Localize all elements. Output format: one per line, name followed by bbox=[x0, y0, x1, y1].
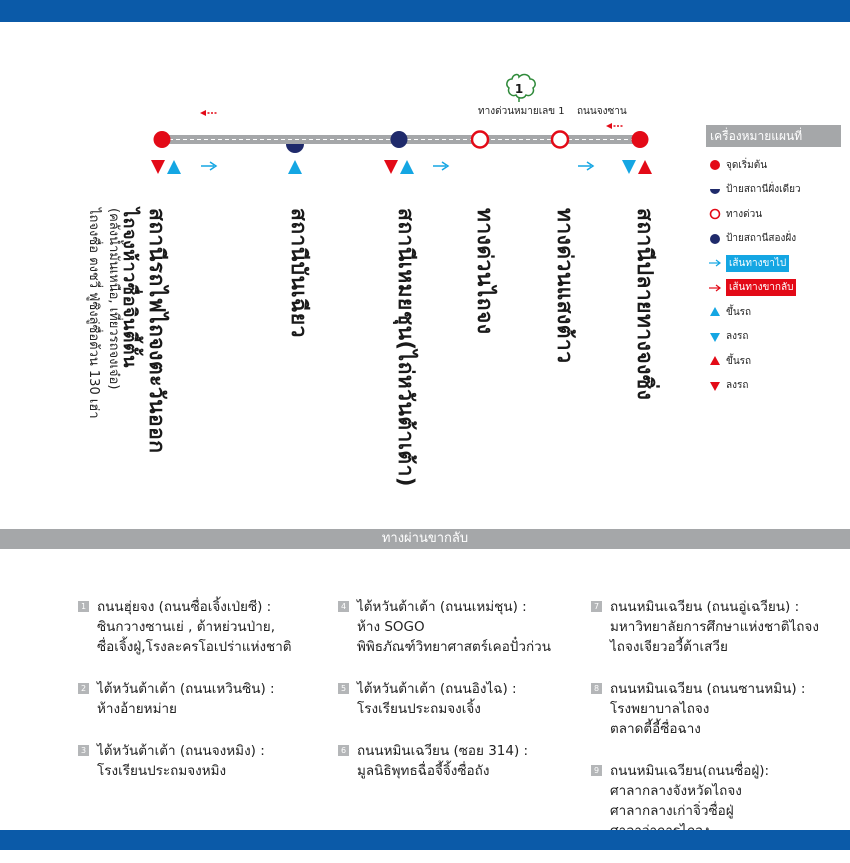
start-stop-icon bbox=[706, 159, 724, 171]
one-side-stop-icon bbox=[286, 144, 304, 153]
item-number: 4 bbox=[338, 601, 349, 612]
item-line: ซินกวางซานเย่ , ต้าหย่วนป่าย, bbox=[97, 619, 276, 635]
item-line: ไต้หวันต้าเต้า (ถนนอิงไฉ) : bbox=[357, 681, 517, 697]
item-line: ไต้หวันต้าเต้า (ถนนเหม่ชุน) : bbox=[357, 599, 527, 615]
item-line: ถนนหมินเฉวียน (ถนนอู่เฉวียน) : bbox=[610, 599, 800, 615]
two-side-stop-icon bbox=[706, 233, 724, 245]
item-line: ไต้หวันต้าเต้า (ถนนจงหมิง) : bbox=[97, 743, 265, 759]
legend-title: เครื่องหมายแผนที่ bbox=[706, 125, 841, 147]
item-line: ถนนฮุ่ยจง (ถนนซื่อเจิ้งเป่ยซี) : bbox=[97, 599, 272, 615]
alight-down-red-icon bbox=[151, 160, 165, 174]
alight-down-red-icon bbox=[384, 160, 398, 174]
board-up-blue-icon bbox=[706, 306, 724, 318]
legend-item bbox=[706, 178, 841, 203]
stop-name: สถานีปลายทางจงซิ่ง bbox=[633, 208, 657, 401]
legend-item bbox=[706, 374, 841, 399]
item-number: 9 bbox=[591, 765, 602, 776]
item-number: 1 bbox=[78, 601, 89, 612]
item-number: 2 bbox=[78, 683, 89, 694]
legend-label: เส้นทางขาไป bbox=[726, 255, 789, 272]
item-line: ถนนหมินเฉวียน (ซอย 314) : bbox=[357, 743, 529, 759]
list-item bbox=[78, 679, 333, 719]
item-line: ห้างอ้ายหม่าย bbox=[97, 701, 177, 717]
legend-item bbox=[706, 276, 841, 301]
terminal-note: (คลังน้ำมันเหนือ, เที่ยวรถจงเจ๋อ) bbox=[106, 208, 121, 390]
legend-item bbox=[706, 349, 841, 374]
map-legend bbox=[706, 125, 841, 398]
item-line: ไถจงเจียวอวี้ต้าเสวีย bbox=[610, 639, 728, 655]
start-road-label: ถนนจงซาน bbox=[577, 106, 627, 117]
expressway-number: 1 bbox=[514, 82, 524, 96]
item-number: 5 bbox=[338, 683, 349, 694]
item-line: โรงพยาบาลไถจง bbox=[610, 701, 710, 717]
list-item bbox=[338, 741, 593, 781]
board-up-blue-icon bbox=[288, 160, 302, 174]
two-side-stop-icon bbox=[391, 131, 408, 148]
stop-name: ทางด่วนแสงต้าว bbox=[553, 208, 577, 364]
item-line: มูลนิธิพุทธฉื่อจี้จิ้งซื่อถัง bbox=[357, 763, 490, 779]
item-line: ศาลากลางเก่าจิ่วซื่อฝู่ bbox=[610, 803, 734, 819]
item-number: 6 bbox=[338, 745, 349, 756]
legend-item bbox=[706, 300, 841, 325]
item-number: 7 bbox=[591, 601, 602, 612]
outbound-arrow-icon bbox=[433, 162, 448, 170]
item-line: มหาวิทยาลัยการศึกษาแห่งชาติไถจง bbox=[610, 619, 819, 635]
expressway-stop-icon bbox=[706, 208, 724, 220]
one-side-stop-icon bbox=[706, 184, 724, 196]
legend-item bbox=[706, 325, 841, 350]
legend-label: ป้ายสถานีฝั่งเดียว bbox=[726, 184, 801, 196]
item-line: ถนนหมินเฉวียน(ถนนซื่อฝู่): bbox=[610, 763, 770, 779]
legend-label: จุดเริ่มต้น bbox=[726, 159, 768, 171]
list-item bbox=[591, 761, 846, 841]
outbound-arrow-icon bbox=[578, 162, 593, 170]
stop-list-column bbox=[78, 597, 333, 803]
legend-item bbox=[706, 202, 841, 227]
board-up-red-icon bbox=[706, 355, 724, 367]
legend-label: ลงรถ bbox=[726, 331, 749, 343]
expressway-shield-icon bbox=[507, 75, 535, 102]
list-item bbox=[78, 597, 333, 657]
item-line: ถนนหมินเฉวียน (ถนนซานหมิน) : bbox=[610, 681, 806, 697]
stop-name: สถานีบันเฉียว bbox=[287, 208, 311, 338]
return-arrow-icon bbox=[200, 110, 217, 116]
stop-list-column bbox=[338, 597, 593, 803]
item-line: โรงเรียนประถมจงเจิ้ง bbox=[357, 701, 481, 717]
legend-item bbox=[706, 227, 841, 252]
legend-label: ขึ้นรถ bbox=[726, 306, 752, 318]
expressway-stop-icon bbox=[552, 132, 568, 148]
item-line: โรงเรียนประถมจงหมิง bbox=[97, 763, 227, 779]
alight-down-blue-icon bbox=[706, 331, 724, 343]
item-line: ตลาดตี้อี้ซื่อฉาง bbox=[610, 721, 701, 737]
item-line: พิพิธภัณฑ์วิทยาศาสตร์เคอปั๋วก่วน bbox=[357, 639, 551, 655]
start-stop-icon bbox=[632, 131, 649, 148]
list-item bbox=[591, 597, 846, 657]
stop-subname: ไถจงห้าวซื่อจินตี้ตั้น bbox=[119, 208, 140, 368]
board-up-blue-icon bbox=[167, 160, 181, 174]
stop-list-column bbox=[591, 597, 846, 863]
legend-label: ลงรถ bbox=[726, 380, 749, 392]
list-item bbox=[78, 741, 333, 781]
stop-name: ทางด่วนไถจง bbox=[473, 208, 497, 335]
item-number: 3 bbox=[78, 745, 89, 756]
outbound-arrow-icon bbox=[706, 258, 724, 268]
legend-label: ขึ้นรถ bbox=[726, 355, 752, 367]
list-item bbox=[338, 597, 593, 657]
expressway-label: ทางด่วนหมายเลข 1 bbox=[478, 106, 565, 117]
legend-label: ทางด่วน bbox=[726, 208, 763, 220]
item-line: ศาลากลางจังหวัดไถจง bbox=[610, 783, 742, 799]
terminal-address: ไถจงซื่อ ตงชวี่ ฟู่ซิงลู่ซื่อต้วน 130 เฮ่า bbox=[86, 208, 101, 419]
alight-down-blue-icon bbox=[622, 160, 636, 174]
outbound-arrow-icon bbox=[201, 162, 216, 170]
return-arrow-icon bbox=[606, 123, 623, 129]
legend-label: ป้ายสถานีสองฝั่ง bbox=[726, 233, 797, 245]
top-brand-bar bbox=[0, 0, 850, 22]
stop-name: สถานีรถไฟไถจงตะวันออก bbox=[145, 208, 169, 454]
bottom-brand-bar bbox=[0, 830, 850, 850]
alight-down-red-icon bbox=[706, 380, 724, 392]
item-line: ซื่อเจิ้งฝู่,โรงละครโอเปร่าแห่งชาติ bbox=[97, 639, 292, 655]
board-up-red-icon bbox=[638, 160, 652, 174]
list-item bbox=[338, 679, 593, 719]
board-up-blue-icon bbox=[400, 160, 414, 174]
start-stop-icon bbox=[154, 131, 171, 148]
item-line: ห้าง SOGO bbox=[357, 619, 425, 635]
legend-item bbox=[706, 153, 841, 178]
item-line: ไต้หวันต้าเต้า (ถนนเหวินซิน) : bbox=[97, 681, 275, 697]
section-title: ทางผ่านขากลับ bbox=[0, 529, 850, 549]
return-arrow-icon bbox=[706, 283, 724, 293]
list-item bbox=[591, 679, 846, 739]
expressway-stop-icon bbox=[472, 132, 488, 148]
legend-item bbox=[706, 251, 841, 276]
item-number: 8 bbox=[591, 683, 602, 694]
legend-label: เส้นทางขากลับ bbox=[726, 279, 796, 296]
stop-name: สถานีเหมยชุน(ไถ่หวันต้าเต้า) bbox=[394, 208, 418, 487]
